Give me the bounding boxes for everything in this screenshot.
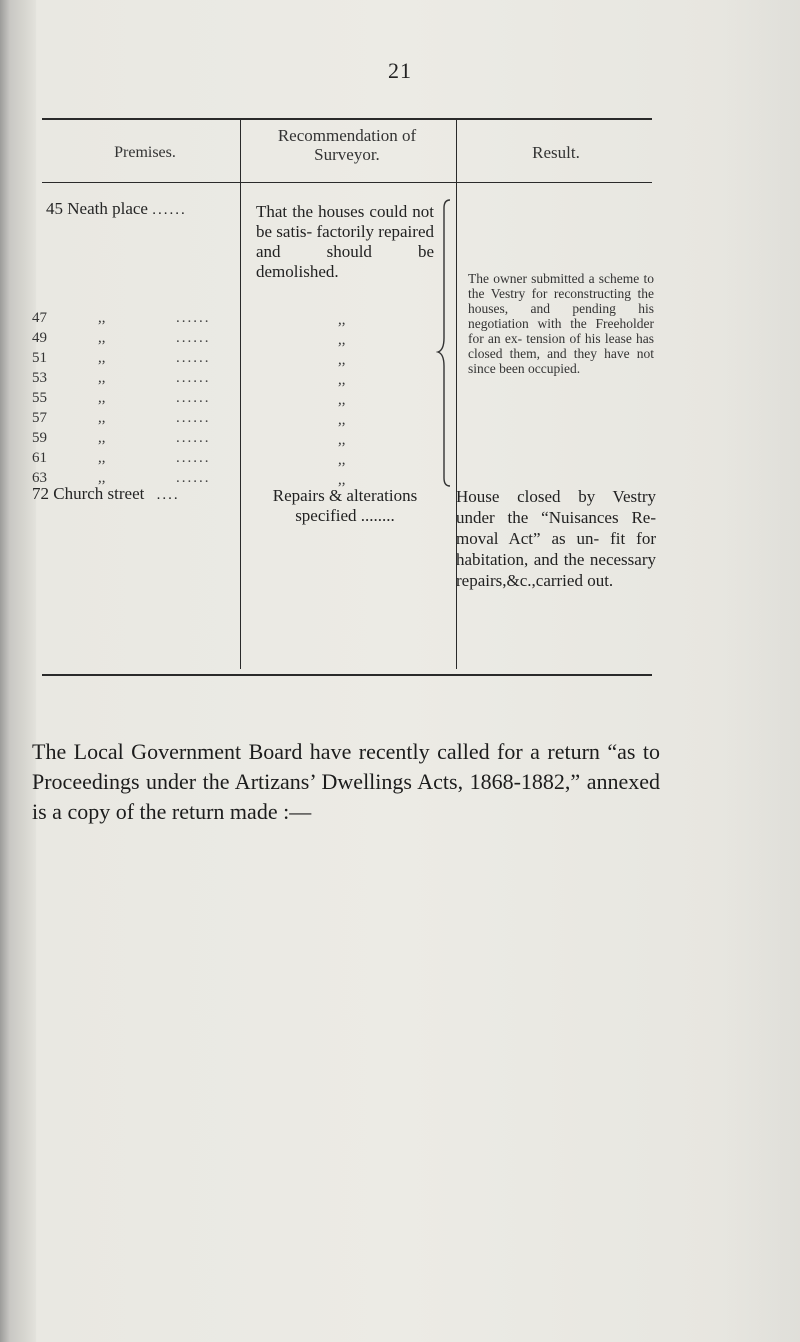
leader-dots: ......	[152, 202, 187, 218]
leader-dots-last: ....	[156, 487, 180, 503]
premises-last-row-label: 72 Church street	[32, 484, 145, 503]
table-bottom-rule	[42, 674, 652, 676]
premises-last-row	[32, 484, 222, 504]
premises-ditto-8: ,,	[98, 430, 106, 446]
recommendation-row-8: ,,	[338, 432, 346, 448]
premises-ditto-2: ,,	[98, 310, 106, 326]
recommendation-row-4: ,,	[338, 352, 346, 368]
page-number: 21	[388, 58, 412, 83]
recommendation-row-10: ,,	[338, 472, 346, 488]
result-last-row: House closed by Vestry under the “Nuisances Re- moval Act” as un- fit for habitation, and the necessary repairs,&c.,carried out.	[456, 487, 656, 590]
leader-dots-5: ......	[176, 370, 211, 386]
leader-dots-6: ......	[176, 390, 211, 406]
premises-ditto-9: ,,	[98, 450, 106, 466]
recommendation-row-7: ,,	[338, 412, 346, 428]
book-spine-shadow	[0, 0, 36, 1342]
premises-row-10: 63	[32, 470, 47, 486]
premises-ditto-4: ,,	[98, 350, 106, 366]
premises-row-1	[46, 199, 236, 219]
premises-row-7: 57	[32, 410, 47, 426]
premises-ditto-5: ,,	[98, 370, 106, 386]
column-divider-1	[240, 119, 241, 669]
leader-dots-7: ......	[176, 410, 211, 426]
leader-dots-9: ......	[176, 450, 211, 466]
premises-row-9: 61	[32, 450, 47, 466]
premises-row-1-label: 45 Neath place	[46, 199, 148, 218]
premises-row-4: 51	[32, 350, 47, 366]
body-paragraph: The Local Government Board have recently called for a return “as to Proceedings under the Artizans’ Dwellings Acts, 1868-1882,” annexed is a copy of the return made :—	[32, 739, 660, 824]
group-result: The owner submitted a scheme to the Vestry for reconstructing the houses, and pending his negotiation with the Freeholder for an ex- tension of his lease has closed them, and they have not since been occupied.	[468, 271, 654, 376]
premises-ditto-10: ,,	[98, 470, 106, 486]
recommendation-row-6: ,,	[338, 392, 346, 408]
premises-row-2: 47	[32, 310, 47, 326]
header-premises: Premises.	[114, 144, 176, 161]
leader-dots-3: ......	[176, 330, 211, 346]
premises-ditto-3: ,,	[98, 330, 106, 346]
header-recommendation: Recommendation of Surveyor.	[277, 126, 417, 164]
leader-dots-2: ......	[176, 310, 211, 326]
leader-dots-10: ......	[176, 470, 211, 486]
premises-ditto-7: ,,	[98, 410, 106, 426]
recommendation-row-2: ,,	[338, 312, 346, 328]
premises-ditto-6: ,,	[98, 390, 106, 406]
header-bottom-rule	[42, 182, 652, 183]
leader-dots-4: ......	[176, 350, 211, 366]
grouping-brace	[436, 198, 456, 490]
premises-row-5: 53	[32, 370, 47, 386]
page-edge-shading	[720, 0, 800, 1342]
recommendation-row-1: That the houses could not be satis- factorily repaired and should be demolished.	[256, 202, 434, 281]
recommendation-row-9: ,,	[338, 452, 346, 468]
premises-row-8: 59	[32, 430, 47, 446]
recommendation-row-5: ,,	[338, 372, 346, 388]
recommendation-last-row: Repairs & alterations specified ........	[272, 486, 418, 525]
recommendation-row-3: ,,	[338, 332, 346, 348]
leader-dots-8: ......	[176, 430, 211, 446]
premises-row-6: 55	[32, 390, 47, 406]
premises-row-3: 49	[32, 330, 47, 346]
header-result: Result.	[532, 143, 580, 162]
table-top-rule	[42, 118, 652, 120]
